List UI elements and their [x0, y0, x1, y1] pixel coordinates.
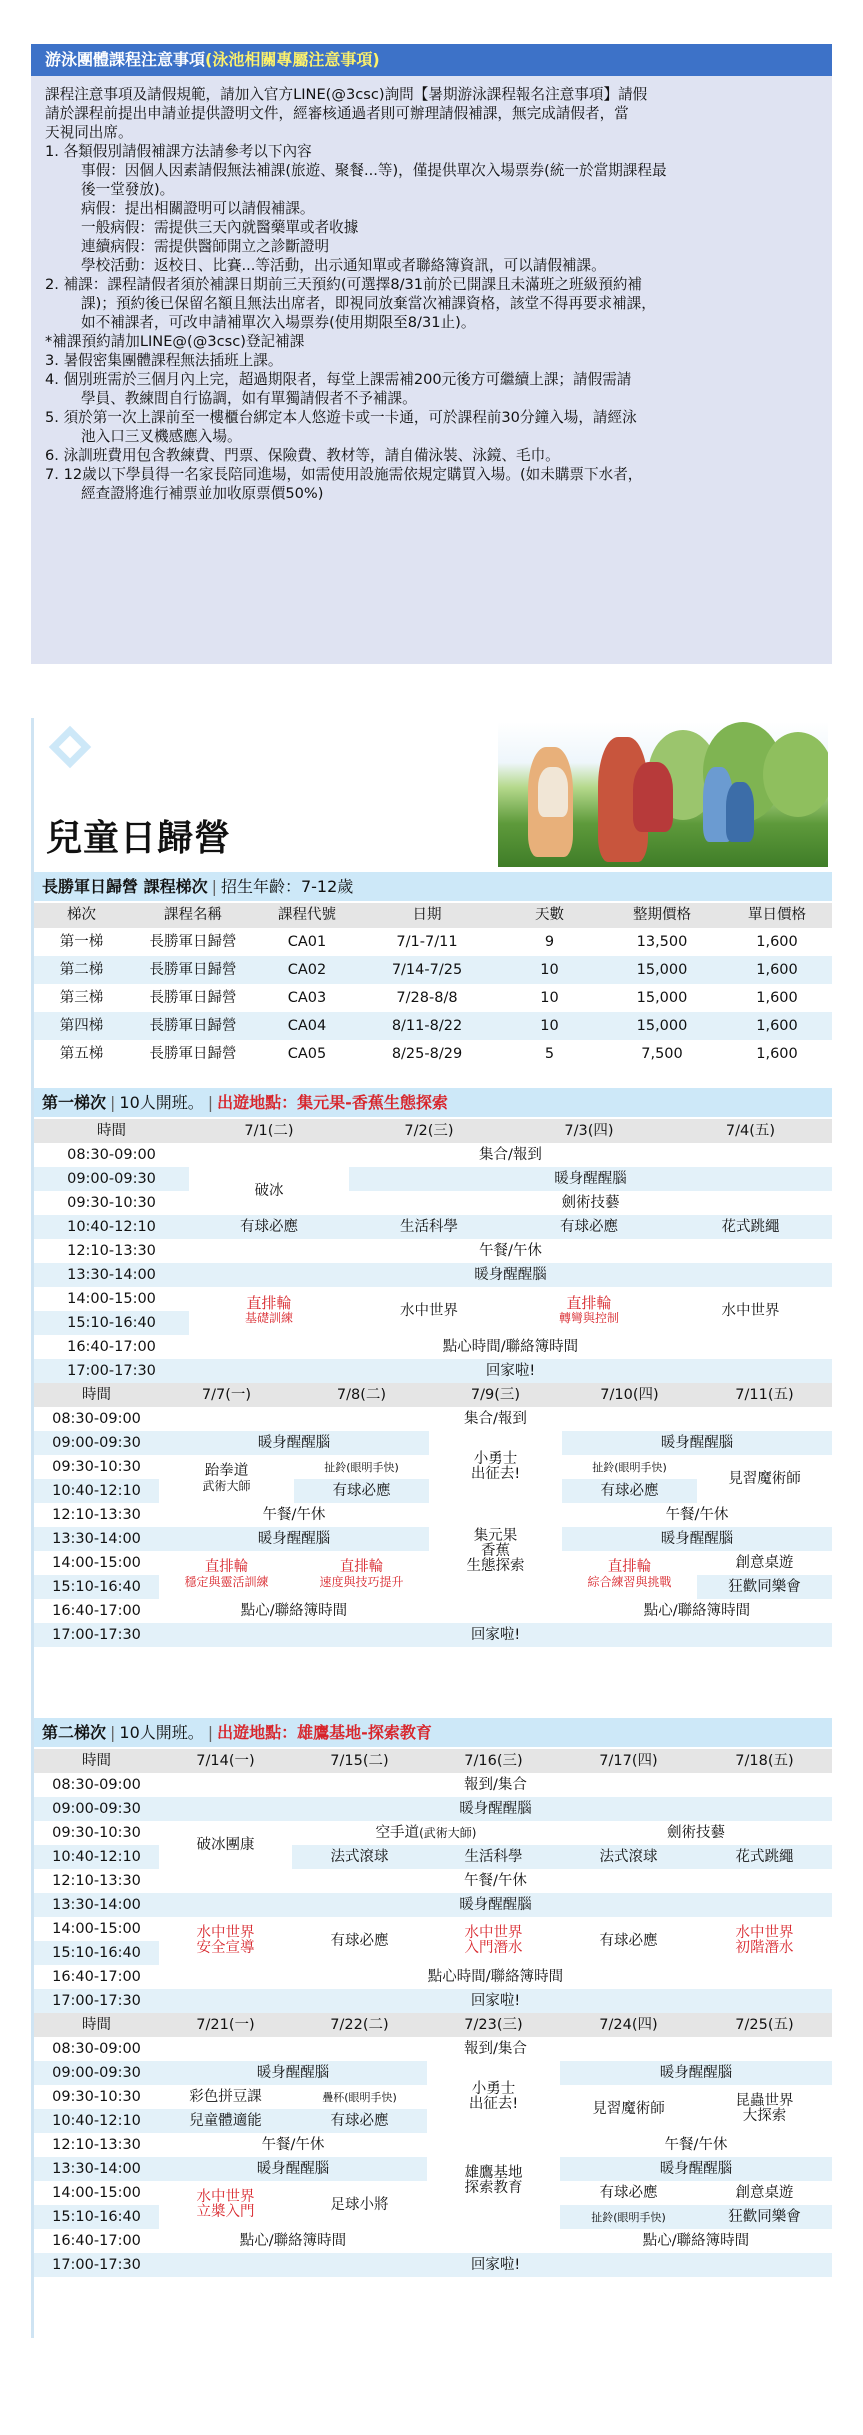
schedule-cell: 創意桌遊	[735, 2184, 794, 2201]
summary-title: 長勝軍日歸營 課程梯次	[42, 877, 208, 896]
col-header: 時間	[34, 1383, 159, 1407]
col-header: 7/23(三)	[427, 2013, 560, 2037]
notice-line: 5. 須於第一次上課前至一樓櫃台綁定本人悠遊卡或一卡通，可於課程前30分鐘入場，請經泳	[45, 409, 637, 426]
schedule-cell	[697, 1917, 832, 1965]
schedule-cell: 有球必應	[560, 1218, 618, 1235]
col-header: 時間	[34, 1749, 159, 1773]
table-row	[34, 928, 832, 956]
class-title: 空手道	[375, 1824, 420, 1841]
notice-line: 學員、教練間自行協調，如有單獨請假者不予補課。	[81, 390, 417, 407]
col-header: 7/8(二)	[294, 1383, 429, 1407]
time-cell: 08:30-09:00	[52, 1410, 141, 1427]
time-cell: 14:00-15:00	[52, 2184, 141, 2201]
divider: |	[110, 1723, 116, 1742]
schedule-cell: 暖身醒醒腦	[459, 1800, 532, 1817]
cell: 10	[540, 1017, 559, 1034]
schedule-cell: 回家啦!	[485, 1362, 536, 1379]
time-cell: 12:10-13:30	[67, 1242, 156, 1259]
divider: |	[110, 1093, 116, 1112]
time-cell: 17:00-17:30	[52, 1992, 141, 2009]
cell: 第三梯	[59, 989, 104, 1006]
divider: |	[207, 1723, 214, 1742]
cell: 長勝軍日歸營	[149, 933, 237, 950]
cell: CA03	[287, 989, 327, 1006]
col-header: 梯次	[34, 903, 129, 928]
notice-line: 1. 各類假別請假補課方法請參考以下內容	[45, 143, 312, 160]
cell: 1,600	[756, 933, 798, 950]
class-title: 水中世界	[196, 2189, 255, 2205]
notice-line: 如不補課者，可改申請補單次入場票券(使用期限至8/31止)。	[81, 314, 476, 331]
schedule-cell: 生活科學	[400, 1218, 458, 1235]
class-subtitle: (武術大師)	[419, 1825, 477, 1840]
col-header: 單日價格	[722, 903, 832, 928]
session-2-section	[34, 1718, 832, 2277]
outing-line: 雄鷹基地	[464, 2165, 523, 2181]
schedule-cell: 花式跳繩	[721, 1218, 780, 1235]
cell: 7,500	[641, 1045, 683, 1062]
schedule-cell: 暖身醒醒腦	[159, 2061, 427, 2085]
summary-header	[34, 872, 832, 901]
class-subtitle: 入門潛水	[464, 1940, 523, 1956]
age-range: 招生年齡：7-12歲	[220, 877, 354, 896]
table-row	[34, 984, 832, 1012]
time-cell: 16:40-17:00	[52, 1968, 141, 1985]
outing-line: 集元果	[473, 1527, 518, 1544]
schedule-cell: 法式滾球	[330, 1848, 389, 1865]
cell: 15,000	[636, 1017, 688, 1034]
schedule-cell: 點心時間/聯絡簿時間	[427, 1968, 564, 1985]
schedule-cell	[427, 2061, 560, 2133]
time-cell: 12:10-13:30	[34, 2133, 159, 2157]
time-cell: 10:40-12:10	[52, 1848, 141, 1865]
notice-line: 連續病假：需提供醫師開立之診斷證明	[81, 238, 330, 255]
time-cell: 14:00-15:00	[34, 1287, 189, 1311]
schedule-cell	[292, 1821, 560, 1845]
cell: CA01	[287, 933, 327, 950]
class-subtitle: 轉彎與控制	[558, 1311, 619, 1325]
class-subtitle: 穩定與靈活訓練	[184, 1575, 269, 1589]
col-header: 7/16(三)	[427, 1749, 560, 1773]
class-subtitle: 基礎訓練	[244, 1311, 293, 1325]
cell: 第一梯	[59, 933, 104, 950]
cell: 長勝軍日歸營	[149, 1017, 237, 1034]
schedule-cell: 水中世界	[669, 1287, 832, 1335]
cell: CA05	[287, 1045, 327, 1062]
notice-line: 事假：因個人因素請假無法補課(旅遊、聚餐...等)，僅提供單次入場票券(統一於當期課程最	[81, 162, 667, 179]
col-header: 7/3(四)	[509, 1119, 669, 1143]
notice-title: 游泳團體課程注意事項	[45, 50, 206, 69]
outing-line: 香蕉	[481, 1542, 510, 1559]
schedule-cell	[294, 1551, 429, 1599]
session-header	[34, 1088, 832, 1117]
schedule-table-week3	[34, 1749, 832, 2013]
schedule-cell: 兒童體適能	[159, 2109, 292, 2133]
cell: 第五梯	[59, 1045, 104, 1062]
notice-title-sub: (泳池相關專屬注意事項)	[205, 50, 380, 69]
schedule-cell: 暖身醒醒腦	[256, 2160, 330, 2177]
notice-line: 池入口三叉機感應入場。	[81, 428, 242, 445]
notice-line: 後一堂發放)。	[81, 181, 175, 198]
col-header: 7/7(一)	[159, 1383, 294, 1407]
time-cell: 13:30-14:00	[52, 1896, 141, 1913]
schedule-cell: 狂歡同樂會	[697, 1575, 832, 1599]
kids-running-photo	[498, 722, 828, 867]
col-header: 時間	[34, 2013, 159, 2037]
class-title: 水中世界	[196, 1925, 255, 1941]
cell: 10	[540, 989, 559, 1006]
cell: 15,000	[636, 989, 688, 1006]
notice-body	[31, 76, 832, 503]
schedule-cell: 有球必應	[599, 2184, 658, 2201]
cell: 13,500	[636, 933, 688, 950]
schedule-cell	[427, 2133, 560, 2229]
outing-line: 生態探索	[466, 1557, 525, 1574]
schedule-cell: 劍術技藝	[561, 1194, 620, 1211]
notice-line: 一般病假：需提供三天內就醫藥單或者收據	[81, 219, 359, 236]
time-cell: 13:30-14:00	[52, 1530, 141, 1547]
schedule-cell: 劍術技藝	[560, 1821, 832, 1845]
min-enrollment: 10人開班。	[119, 1723, 204, 1742]
schedule-cell	[427, 2229, 560, 2253]
time-cell: 08:30-09:00	[52, 2040, 141, 2057]
cell: CA04	[287, 1017, 327, 1034]
cell: 8/25-8/29	[391, 1045, 463, 1062]
schedule-cell	[159, 2181, 292, 2229]
time-cell: 09:30-10:30	[52, 2088, 141, 2105]
trip-location: 出遊地點：集元果-香蕉生態探索	[217, 1093, 448, 1112]
camp-title: 兒童日歸營	[46, 818, 232, 859]
time-cell: 10:40-12:10	[34, 2109, 159, 2133]
table-row	[34, 1040, 832, 1068]
time-cell: 10:40-12:10	[34, 1479, 159, 1503]
schedule-cell: 有球必應	[292, 1917, 427, 1965]
schedule-cell: 午餐/午休	[159, 2133, 427, 2157]
cell: 1,600	[756, 989, 798, 1006]
cell: 7/28-8/8	[396, 989, 458, 1006]
time-cell: 13:30-14:00	[67, 1266, 156, 1283]
class-title: 水中世界	[735, 1925, 794, 1941]
schedule-cell: 見習魔術師	[728, 1470, 801, 1487]
time-cell: 15:10-16:40	[34, 1311, 189, 1335]
schedule-cell	[429, 1599, 562, 1623]
min-enrollment: 10人開班。	[119, 1093, 204, 1112]
notice-line: *補課預約請加LINE@(@3csc)登記補課	[45, 333, 305, 350]
col-header: 7/25(五)	[697, 2013, 832, 2037]
col-header: 7/17(四)	[560, 1749, 697, 1773]
schedule-cell: 暖身醒醒腦	[560, 2061, 832, 2085]
schedule-cell	[189, 1287, 349, 1335]
cell: 7/1-7/11	[396, 933, 458, 950]
schedule-cell: 彩色拼豆課	[189, 2088, 262, 2105]
schedule-cell: 暖身醒醒腦	[660, 1530, 734, 1547]
schedule-cell	[427, 1917, 560, 1965]
cell: 長勝軍日歸營	[149, 1045, 237, 1062]
time-cell: 09:30-10:30	[52, 1458, 141, 1475]
time-cell: 12:10-13:30	[52, 1872, 141, 1889]
time-cell: 15:10-16:40	[34, 2205, 159, 2229]
class-title: 直排輪	[566, 1294, 612, 1312]
col-header: 課程名稱	[129, 903, 257, 928]
notice-line: 天視同出席。	[45, 124, 133, 141]
cell: 長勝軍日歸營	[149, 961, 237, 978]
cell: 8/11-8/22	[391, 1017, 463, 1034]
notice-line: 經查證將進行補票並加收原票價50%)	[81, 485, 324, 502]
schedule-cell: 扯鈴(眼明手快)	[324, 1460, 399, 1474]
schedule-cell: 報到/集合	[464, 2040, 527, 2057]
summary-table	[34, 903, 832, 1068]
notice-line: 請於課程前提出申請並提供證明文件，經審核通過者則可辦理請假補課，無完成請假者，當	[45, 105, 629, 122]
notice-line: 7. 12歲以下學員得一名家長陪同進場，如需使用設施需依規定購買入場。(如未購票下水者，	[45, 466, 643, 483]
schedule-cell: 疊杯(眼明手快)	[322, 2090, 397, 2104]
cell: 7/14-7/25	[391, 961, 463, 978]
notice-line: 3. 暑假密集團體課程無法插班上課。	[45, 352, 283, 369]
table-row	[34, 1012, 832, 1040]
session-header	[34, 1718, 832, 1747]
schedule-cell: 破冰	[189, 1167, 349, 1215]
class-title: 直排輪	[204, 1559, 249, 1575]
time-cell: 12:10-13:30	[34, 1503, 159, 1527]
notice-header	[31, 44, 832, 76]
schedule-cell: 創意桌遊	[735, 1554, 794, 1571]
schedule-cell	[159, 1917, 292, 1965]
time-cell: 09:00-09:30	[34, 1167, 189, 1191]
outing-line: 探索教育	[464, 2180, 523, 2196]
schedule-cell: 點心時間/聯絡簿時間	[442, 1338, 579, 1355]
col-header: 7/22(二)	[292, 2013, 427, 2037]
col-header: 日期	[357, 903, 497, 928]
schedule-cell: 暖身醒醒腦	[562, 1431, 832, 1455]
schedule-table-week2	[34, 1383, 832, 1647]
schedule-cell: 有球必應	[560, 1917, 697, 1965]
schedule-cell	[429, 1431, 562, 1503]
class-title: 水中世界	[464, 1925, 523, 1941]
schedule-table-week1	[34, 1119, 832, 1383]
schedule-cell: 破冰團康	[159, 1821, 292, 1869]
cell: 9	[544, 933, 555, 950]
trip-location: 出遊地點：雄鷹基地-探索教育	[217, 1723, 432, 1742]
schedule-cell: 水中世界	[349, 1287, 509, 1335]
schedule-cell: 法式滾球	[599, 1848, 658, 1865]
time-cell: 09:00-09:30	[34, 2061, 159, 2085]
cell: 1,600	[756, 961, 798, 978]
schedule-cell: 報到/集合	[464, 1776, 527, 1793]
schedule-cell: 回家啦!	[470, 1992, 521, 2009]
outing-line: 小勇士	[471, 2081, 516, 2097]
class-title: 直排輪	[607, 1559, 652, 1575]
divider: |	[207, 1093, 214, 1112]
col-header: 課程代號	[257, 903, 357, 928]
class-subtitle: 立槳入門	[196, 2204, 255, 2220]
session-1-section	[34, 1088, 832, 1647]
time-cell: 08:30-09:00	[67, 1146, 156, 1163]
cell: CA02	[287, 961, 327, 978]
time-cell: 17:00-17:30	[67, 1362, 156, 1379]
schedule-cell	[159, 1455, 294, 1503]
class-title: 跆拳道	[204, 1463, 249, 1479]
class-subtitle: 綜合練習與挑戰	[587, 1575, 672, 1589]
cell: 第四梯	[59, 1017, 104, 1034]
cell: 第二梯	[59, 961, 104, 978]
schedule-cell: 午餐/午休	[560, 2133, 832, 2157]
time-cell: 14:00-15:00	[34, 1917, 159, 1941]
notice-line: 6. 泳訓班費用包含教練費、門票、保險費、教材等，請自備泳裝、泳鏡、毛巾。	[45, 447, 560, 464]
summary-section	[34, 872, 832, 1068]
time-cell: 09:30-10:30	[34, 1821, 159, 1845]
notice-line: 課)；預約後已保留名額且無法出席者，即視同放棄當次補課資格，該堂不得再要求補課，	[81, 295, 656, 312]
schedule-cell: 有球必應	[240, 1218, 298, 1235]
time-cell: 17:00-17:30	[52, 2256, 141, 2273]
session-title: 第一梯次	[42, 1093, 107, 1112]
schedule-cell: 點心/聯絡簿時間	[239, 2232, 347, 2249]
notice-line: 病假：提出相關證明可以請假補課。	[81, 200, 315, 217]
session-title: 第二梯次	[42, 1723, 107, 1742]
outing-line: 小勇士	[473, 1451, 518, 1467]
outing-line: 出征去!	[470, 1466, 521, 1482]
col-header: 7/1(二)	[189, 1119, 349, 1143]
time-cell: 09:30-10:30	[67, 1194, 156, 1211]
col-header: 7/2(三)	[349, 1119, 509, 1143]
schedule-cell	[509, 1287, 669, 1335]
time-cell: 17:00-17:30	[52, 1626, 141, 1643]
schedule-cell: 暖身醒醒腦	[349, 1167, 832, 1191]
col-header: 7/14(一)	[159, 1749, 292, 1773]
time-cell: 09:00-09:30	[34, 1431, 159, 1455]
class-subtitle: 大探索	[742, 2108, 787, 2124]
class-title: 直排輪	[246, 1294, 292, 1312]
class-title: 昆蟲世界	[735, 2093, 794, 2109]
schedule-cell: 暖身醒醒腦	[159, 1431, 429, 1455]
col-header: 時間	[34, 1119, 189, 1143]
notice-line: 2. 補課：課程請假者須於補課日期前三天預約(可選擇8/31前於已開課且未滿班之班級預約補	[45, 276, 643, 293]
day-camp-section	[31, 718, 832, 2338]
col-header: 7/9(三)	[429, 1383, 562, 1407]
table-row	[34, 956, 832, 984]
schedule-cell	[159, 1551, 294, 1599]
schedule-cell: 生活科學	[464, 1848, 523, 1865]
col-header: 7/15(二)	[292, 1749, 427, 1773]
outing-line: 出征去!	[468, 2096, 519, 2112]
notice-line: 課程注意事項及請假規範，請加入官方LINE(@3csc)詢問【暑期游泳課程報名注意事項】請假	[45, 86, 648, 103]
cell: 10	[540, 961, 559, 978]
schedule-cell: 扯鈴(眼明手快)	[560, 2205, 697, 2229]
schedule-table-week4	[34, 2013, 832, 2277]
notice-line: 學校活動：返校日、比賽...等活動，出示通知單或者聯絡簿資訊，可以請假補課。	[81, 257, 606, 274]
divider: |	[211, 877, 217, 896]
col-header: 7/10(四)	[562, 1383, 697, 1407]
schedule-cell	[429, 1503, 562, 1599]
schedule-cell: 暖身醒醒腦	[257, 1530, 331, 1547]
schedule-cell: 有球必應	[292, 2109, 427, 2133]
cell: 15,000	[636, 961, 688, 978]
col-header: 7/4(五)	[669, 1119, 832, 1143]
schedule-cell: 回家啦!	[470, 2256, 521, 2273]
schedule-cell: 有球必應	[562, 1479, 697, 1503]
class-subtitle: 速度與技巧提升	[319, 1575, 404, 1589]
col-header: 7/24(四)	[560, 2013, 697, 2037]
time-cell: 15:10-16:40	[34, 1575, 159, 1599]
class-subtitle: 安全宣導	[196, 1940, 255, 1956]
schedule-cell	[562, 1551, 697, 1599]
schedule-cell: 點心/聯絡簿時間	[643, 1602, 751, 1619]
swim-notice-box	[31, 44, 832, 664]
cell: 5	[544, 1045, 555, 1062]
schedule-cell: 集合/報到	[479, 1146, 542, 1163]
col-header: 7/18(五)	[697, 1749, 832, 1773]
col-header: 7/21(一)	[159, 2013, 292, 2037]
schedule-cell: 點心/聯絡簿時間	[642, 2232, 750, 2249]
notice-line: 4. 個別班需於三個月內上完，超過期限者，每堂上課需補200元後方可繼續上課；請假需請	[45, 371, 632, 388]
schedule-cell: 午餐/午休	[464, 1872, 527, 1889]
time-cell: 08:30-09:00	[52, 1776, 141, 1793]
schedule-cell: 暖身醒醒腦	[659, 2160, 733, 2177]
schedule-cell: 點心/聯絡簿時間	[240, 1602, 348, 1619]
time-cell: 16:40-17:00	[67, 1338, 156, 1355]
schedule-cell: 見習魔術師	[592, 2100, 665, 2117]
col-header: 7/11(五)	[697, 1383, 832, 1407]
cell: 1,600	[756, 1045, 798, 1062]
schedule-cell: 有球必應	[294, 1479, 429, 1503]
schedule-cell: 花式跳繩	[735, 1848, 794, 1865]
col-header: 整期價格	[602, 903, 722, 928]
schedule-cell: 回家啦!	[470, 1626, 521, 1643]
schedule-cell: 午餐/午休	[562, 1503, 832, 1527]
time-cell: 09:00-09:30	[52, 1800, 141, 1817]
schedule-cell: 扯鈴(眼明手快)	[592, 1460, 667, 1474]
time-cell: 14:00-15:00	[52, 1554, 141, 1571]
time-cell: 13:30-14:00	[52, 2160, 141, 2177]
col-header: 天數	[497, 903, 602, 928]
time-cell: 10:40-12:10	[67, 1218, 156, 1235]
time-cell: 15:10-16:40	[34, 1941, 159, 1965]
cell: 1,600	[756, 1017, 798, 1034]
schedule-cell: 午餐/午休	[479, 1242, 542, 1259]
schedule-cell: 午餐/午休	[159, 1503, 429, 1527]
schedule-cell: 足球小將	[330, 2196, 389, 2213]
time-cell: 16:40-17:00	[52, 2232, 141, 2249]
cell: 長勝軍日歸營	[149, 989, 237, 1006]
class-title: 直排輪	[339, 1559, 384, 1575]
schedule-cell	[697, 2085, 832, 2133]
time-cell: 16:40-17:00	[52, 1602, 141, 1619]
schedule-cell: 集合/報到	[464, 1410, 527, 1427]
class-subtitle: 武術大師	[202, 1479, 251, 1493]
schedule-cell: 暖身醒醒腦	[459, 1896, 532, 1913]
class-subtitle: 初階潛水	[735, 1940, 794, 1956]
schedule-cell: 狂歡同樂會	[697, 2205, 832, 2229]
schedule-cell: 暖身醒醒腦	[474, 1266, 547, 1283]
